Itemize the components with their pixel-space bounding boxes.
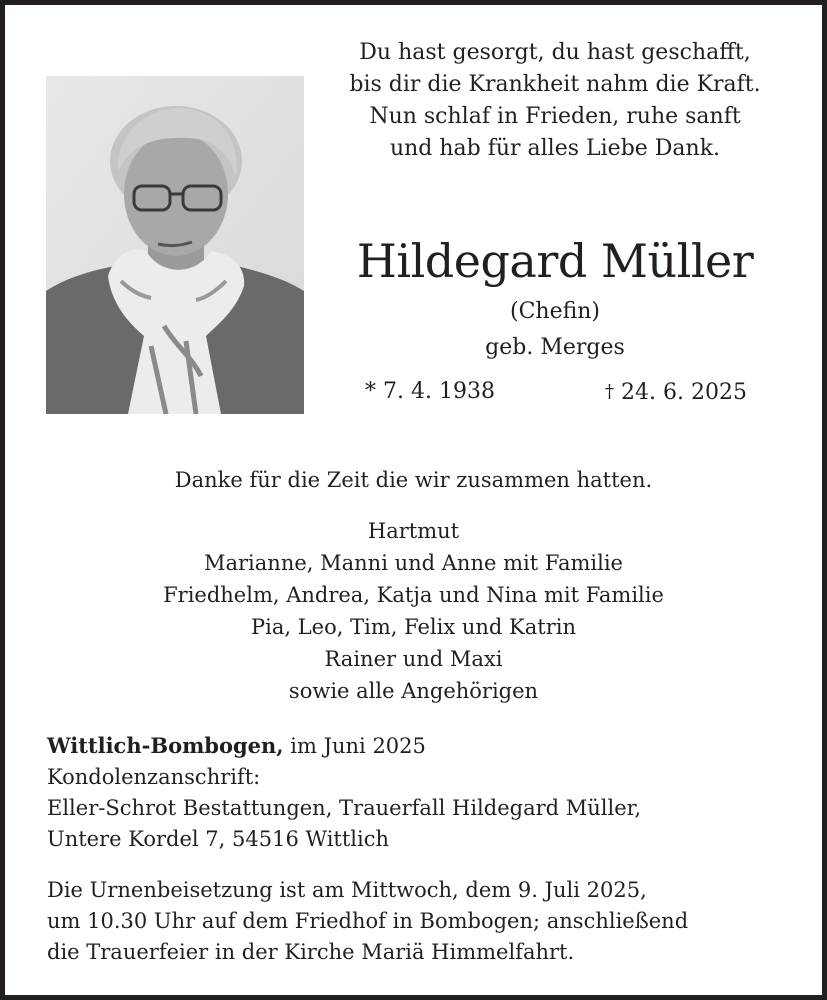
burial-line: die Trauerfeier in der Kirche Mariä Himmelfahrt. [47, 940, 575, 964]
poem-line: bis dir die Krankheit nahm die Kraft. [349, 72, 761, 97]
burial-line: Die Urnenbeisetzung ist am Mittwoch, dem 9. Juli 2025, [47, 878, 647, 902]
maiden-name: geb. Merges [485, 335, 625, 360]
deceased-nickname: (Chefin) [509, 299, 601, 324]
mourner-line: Marianne, Manni und Anne mit Familie [204, 551, 623, 575]
address-line-2: Untere Kordel 7, 54516 Wittlich [47, 827, 390, 851]
portrait-photo [46, 76, 304, 414]
death-date: 24. 6. 2025 [621, 380, 747, 405]
mourner-line: sowie alle Angehörigen [288, 679, 539, 703]
poem-line: Du hast gesorgt, du hast geschafft, [359, 40, 751, 65]
deceased-name: Hildegard Müller [356, 234, 754, 288]
portrait-image [46, 76, 304, 414]
date: im Juni 2025 [283, 734, 426, 758]
condolence-label: Kondolenzanschrift: [47, 765, 261, 789]
mourner-line: Rainer und Maxi [324, 647, 503, 671]
address-line-1: Eller-Schrot Bestattungen, Trauerfall Hildegard Müller, [47, 796, 642, 820]
burial-info [47, 875, 817, 968]
death-date-group [605, 377, 747, 408]
thanks-line: Danke für die Zeit die wir zusammen hatten. [174, 468, 653, 492]
place-date-line [47, 730, 807, 762]
mourner-line: Hartmut [367, 519, 460, 543]
cross-icon: † [605, 381, 614, 402]
burial-line: um 10.30 Uhr auf dem Friedhof in Bombogen; anschließend [47, 909, 689, 933]
poem-line: Nun schlaf in Frieden, ruhe sanft [369, 104, 741, 129]
obituary-card [5, 5, 822, 995]
mourners-list [45, 515, 782, 707]
poem-line: und hab für alles Liebe Dank. [389, 136, 721, 161]
place: Wittlich-Bombogen, [47, 733, 284, 758]
birth-date: * 7. 4. 1938 [365, 379, 495, 404]
mourner-line: Friedhelm, Andrea, Katja und Nina mit Familie [163, 583, 664, 607]
info-block [47, 730, 807, 855]
mourner-line: Pia, Leo, Tim, Felix und Katrin [251, 615, 576, 639]
poem [305, 37, 805, 165]
